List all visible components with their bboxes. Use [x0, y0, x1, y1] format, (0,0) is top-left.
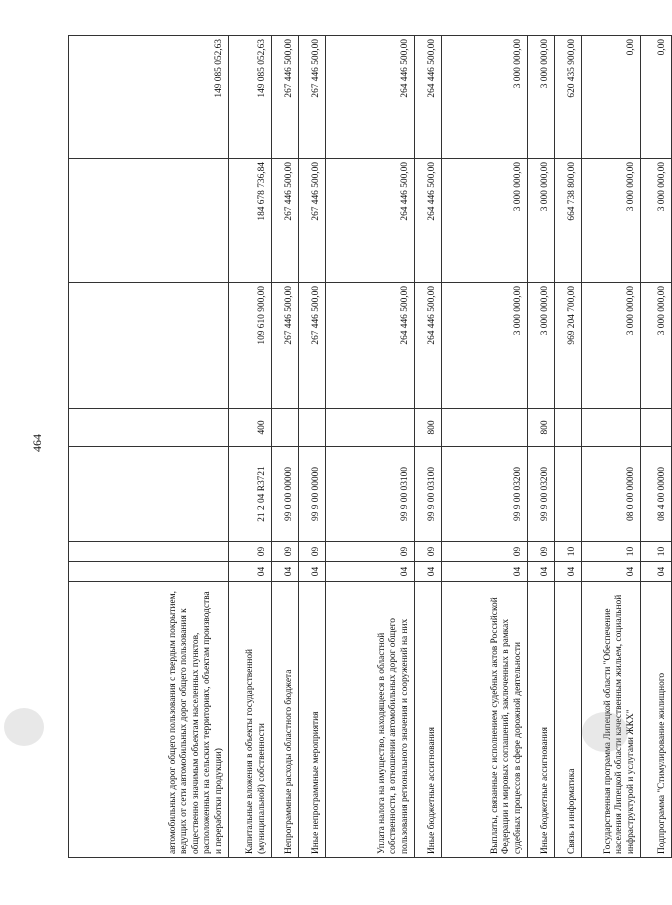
cell-v2: 264 446 500,00 — [415, 159, 442, 283]
cell-v2: 267 446 500,00 — [272, 159, 299, 283]
cell-name: Иные бюджетные ассигнования — [528, 582, 555, 858]
cell-vr — [69, 409, 229, 447]
cell-v2: 184 678 736,84 — [229, 159, 272, 283]
cell-csr: 99 9 00 03100 — [326, 447, 415, 542]
cell-name: Уплата налога на имущество, находящееся в областной собственности, в отношении автомобильных дорог общего пользования регионального значения и сооружений на них — [326, 582, 415, 858]
cell-csr: 08 0 00 00000 — [582, 447, 641, 542]
cell-v3: 267 446 500,00 — [272, 36, 299, 159]
table-row — [442, 36, 528, 858]
cell-rz: 04 — [326, 562, 415, 582]
cell-v1: 264 446 500,00 — [415, 283, 442, 409]
cell-vr — [299, 409, 326, 447]
cell-v2 — [69, 159, 229, 283]
cell-vr — [555, 409, 582, 447]
cell-v1: 264 446 500,00 — [326, 283, 415, 409]
table-row — [415, 36, 442, 858]
table-row — [299, 36, 326, 858]
cell-vr — [582, 409, 641, 447]
cell-rz: 04 — [555, 562, 582, 582]
cell-v2: 664 738 800,00 — [555, 159, 582, 283]
cell-rz — [69, 562, 229, 582]
cell-pr: 10 — [582, 542, 641, 562]
table-row — [528, 36, 555, 858]
cell-name: Государственная программа Липецкой области "Обеспечение населения Липецкой области качественным жильем, социальной инфраструктурой и услугами ЖКХ" — [582, 582, 641, 858]
cell-v2: 3 000 000,00 — [582, 159, 641, 283]
page-number: 464 — [30, 434, 44, 452]
cell-name: Иные непрограммные мероприятия — [299, 582, 326, 858]
budget-table-rotated — [68, 36, 667, 858]
cell-rz: 04 — [641, 562, 672, 582]
cell-v3: 0,00 — [582, 36, 641, 159]
cell-csr: 08 4 00 00000 — [641, 447, 672, 542]
cell-v1 — [69, 283, 229, 409]
cell-v2: 3 000 000,00 — [641, 159, 672, 283]
cell-pr: 09 — [229, 542, 272, 562]
cell-rz: 04 — [272, 562, 299, 582]
cell-csr — [555, 447, 582, 542]
cell-rz: 04 — [582, 562, 641, 582]
cell-vr — [641, 409, 672, 447]
cell-v3: 264 446 500,00 — [326, 36, 415, 159]
cell-csr: 99 9 00 03100 — [415, 447, 442, 542]
cell-rz: 04 — [229, 562, 272, 582]
cell-v3: 3 000 000,00 — [442, 36, 528, 159]
cell-v1: 267 446 500,00 — [272, 283, 299, 409]
cell-v1: 3 000 000,00 — [641, 283, 672, 409]
cell-v3: 264 446 500,00 — [415, 36, 442, 159]
cell-v2: 267 446 500,00 — [299, 159, 326, 283]
cell-pr — [69, 542, 229, 562]
table-row — [229, 36, 272, 858]
cell-name: Подпрограмма "Стимулирование жилищного — [641, 582, 672, 858]
cell-rz: 04 — [442, 562, 528, 582]
cell-pr: 09 — [326, 542, 415, 562]
cell-vr: 800 — [415, 409, 442, 447]
cell-v1: 109 610 900,00 — [229, 283, 272, 409]
cell-v3: 3 000 000,00 — [528, 36, 555, 159]
cell-v2: 264 446 500,00 — [326, 159, 415, 283]
cell-name: автомобильных дорог общего пользования с твердым покрытием, ведущих от сети автомобильных дорог общего пользования к общественно значимым объектам населенных пунктов, расположенных на сельских территориях, объектам производства и переработки продукции) — [69, 582, 229, 858]
cell-v3: 149 085 052,63 — [229, 36, 272, 159]
table-row — [555, 36, 582, 858]
cell-rz: 04 — [299, 562, 326, 582]
table-row — [641, 36, 672, 858]
cell-v3: 620 435 900,00 — [555, 36, 582, 159]
cell-csr — [69, 447, 229, 542]
cell-pr: 09 — [299, 542, 326, 562]
cell-pr: 10 — [641, 542, 672, 562]
cell-csr: 99 0 00 00000 — [272, 447, 299, 542]
cell-v1: 3 000 000,00 — [442, 283, 528, 409]
cell-v2: 3 000 000,00 — [442, 159, 528, 283]
cell-name: Иные бюджетные ассигнования — [415, 582, 442, 858]
cell-name: Выплаты, связанные с исполнением судебных актов Российской Федерации и мировых соглашений, заключенных в рамках судебных процессов в сфере дорожной деятельности — [442, 582, 528, 858]
cell-pr: 09 — [528, 542, 555, 562]
cell-v1: 3 000 000,00 — [528, 283, 555, 409]
cell-vr — [442, 409, 528, 447]
cell-v2: 3 000 000,00 — [528, 159, 555, 283]
cell-vr: 400 — [229, 409, 272, 447]
cell-csr: 21 2 04 R3721 — [229, 447, 272, 542]
cell-name: Связь и информатика — [555, 582, 582, 858]
table-row — [326, 36, 415, 858]
cell-v3: 0,00 — [641, 36, 672, 159]
cell-rz: 04 — [415, 562, 442, 582]
cell-pr: 10 — [555, 542, 582, 562]
cell-v3: 149 085 052,63 — [69, 36, 229, 159]
cell-pr: 09 — [272, 542, 299, 562]
table-row — [69, 36, 229, 858]
cell-csr: 99 9 00 00000 — [299, 447, 326, 542]
cell-v1: 969 204 700,00 — [555, 283, 582, 409]
cell-v1: 267 446 500,00 — [299, 283, 326, 409]
cell-v1: 3 000 000,00 — [582, 283, 641, 409]
cell-csr: 99 9 00 03200 — [442, 447, 528, 542]
cell-pr: 09 — [415, 542, 442, 562]
cell-vr: 800 — [528, 409, 555, 447]
cell-v3: 267 446 500,00 — [299, 36, 326, 159]
cell-csr: 99 9 00 03200 — [528, 447, 555, 542]
cell-rz: 04 — [528, 562, 555, 582]
table-row — [272, 36, 299, 858]
cell-vr — [272, 409, 299, 447]
scan-smudge-left — [4, 708, 44, 746]
scan-smudge-right — [582, 712, 628, 752]
cell-name: Непрограммные расходы областного бюджета — [272, 582, 299, 858]
cell-pr: 09 — [442, 542, 528, 562]
cell-vr — [326, 409, 415, 447]
cell-name: Капитальные вложения в объекты государственной (муниципальной) собственности — [229, 582, 272, 858]
